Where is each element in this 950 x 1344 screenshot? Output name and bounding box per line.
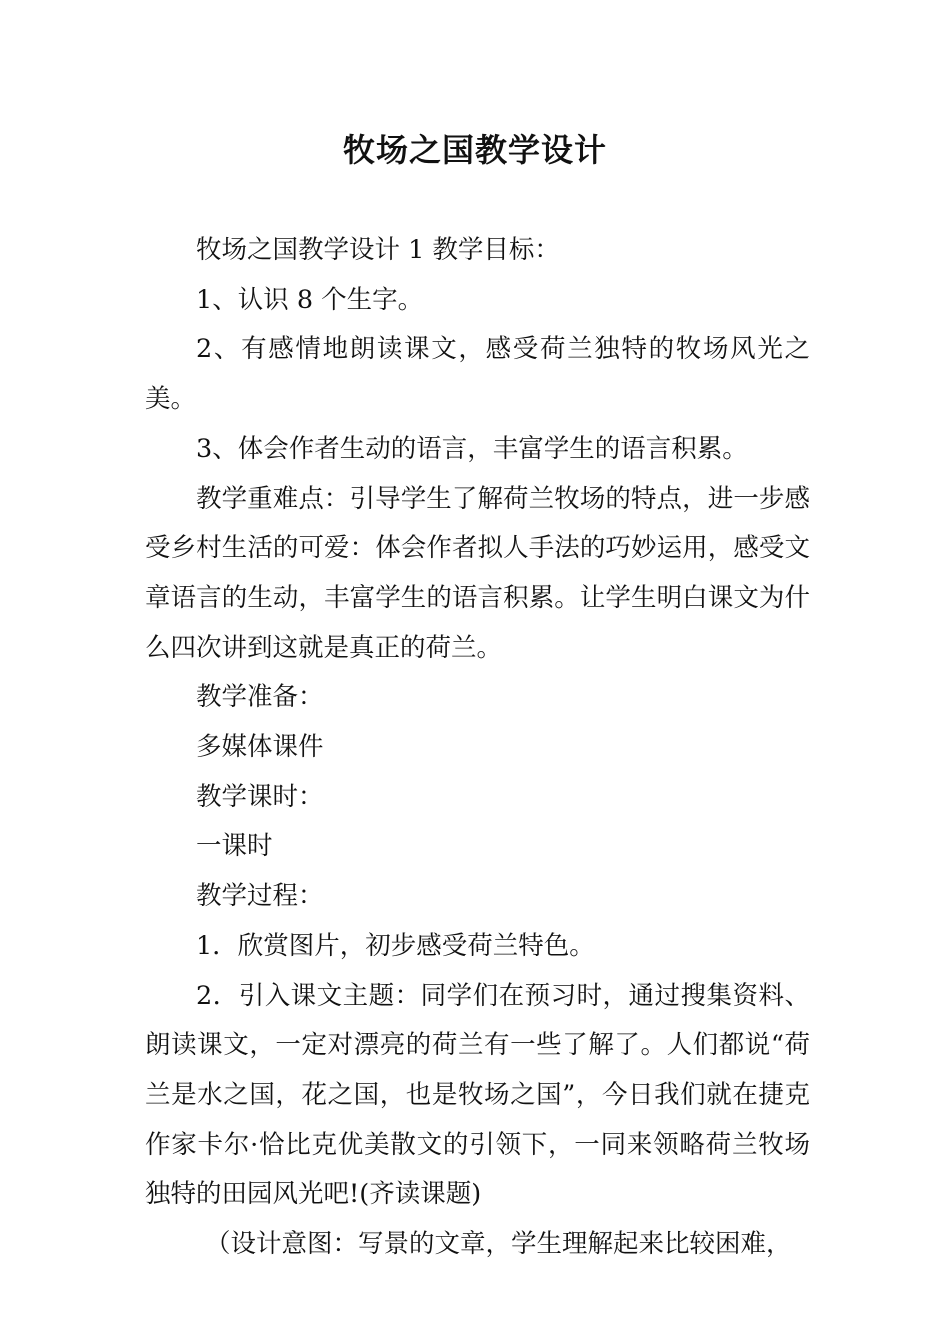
paragraph-objective-1: 1、认识 8 个生字。 — [196, 284, 424, 315]
paragraph-periods-heading: 教学课时： — [196, 781, 324, 812]
paragraph-process-step-1: 1．欣赏图片，初步感受荷兰特色。 — [196, 930, 595, 961]
paragraph-preparation-heading: 教学准备： — [196, 682, 324, 713]
paragraph-key-points: 教学重难点：引导学生了解荷兰牧场的特点，进一步感受乡村生活的可爱：体会作者拟人手法的巧妙运用，感受文章语言的生动，丰富学生的语言积累。让学生明白课文为什么四次讲到这就是真正的荷兰。 — [145, 483, 810, 663]
paragraph-objective-2: 2、有感情地朗读课文，感受荷兰独特的牧场风光之美。 — [145, 334, 810, 415]
paragraph-process-step-2: 2．引入课文主题：同学们在预习时，通过搜集资料、朗读课文，一定对漂亮的荷兰有一些了解了。人们都说“荷兰是水之国，花之国，也是牧场之国”，今日我们就在捷克作家卡尔·恰比克优美散文的引领下，一同来领略荷兰牧场独特的田园风光吧!(齐读课题) — [145, 980, 810, 1210]
paragraph-objective-3: 3、体会作者生动的语言，丰富学生的语言积累。 — [196, 433, 748, 464]
document-body — [145, 226, 810, 1270]
document-title: 牧场之国教学设计 — [342, 131, 607, 169]
paragraph-design-intent: （设计意图：写景的文章，学生理解起来比较困难， — [205, 1229, 792, 1260]
paragraph-periods: 一课时 — [196, 831, 273, 862]
paragraph-process-heading: 教学过程： — [196, 881, 324, 912]
paragraph-preparation: 多媒体课件 — [196, 732, 324, 763]
paragraph-objectives-heading: 牧场之国教学设计 1 教学目标： — [196, 235, 560, 265]
